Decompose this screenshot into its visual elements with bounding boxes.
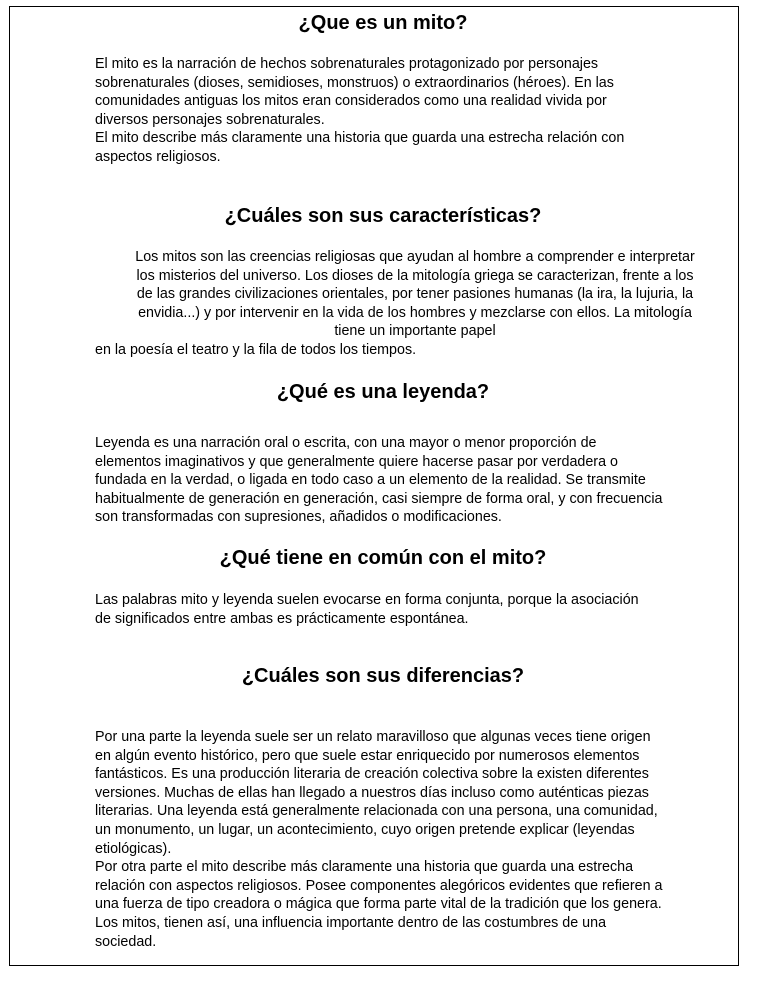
paragraph-caracteristicas: Los mitos son las creencias religiosas que ayudan al hombre a comprender e interpretar los misterios del universo. Los dioses de la mitología griega se caracterizan, frente a los de las grandes civilizaciones orientales, por tener pasiones humanas (la ira, la lujuria, la envidia...) y por intervenir en la vida de los hombres y mezclarse con ellos. La mitología tiene un importante papel <box>135 249 695 340</box>
heading-caracteristicas: ¿Cuáles son sus características? <box>224 205 542 227</box>
heading-en-comun-con-el-mito: ¿Qué tiene en común con el mito? <box>219 547 547 569</box>
heading-diferencias: ¿Cuáles son sus diferencias? <box>241 665 525 687</box>
paragraph-leyenda-definicion: Leyenda es una narración oral o escrita, con una mayor o menor proporción de elementos imaginativos y que generalmente quiere hacerse pasar por verdadera o fundada en la verdad, o ligada en todo caso a un elemento de la realidad. Se transmite habitualmente de generación en generación, casi siempre de forma oral, y con frecuencia son transformadas con supresiones, añadidos o modificaciones. <box>95 435 663 526</box>
heading-que-es-una-leyenda: ¿Qué es una leyenda? <box>276 381 490 403</box>
paragraph-en-comun: Las palabras mito y leyenda suelen evocarse en forma conjunta, porque la asociación de significados entre ambas es prácticamente espontánea. <box>95 592 639 627</box>
paragraph-caracteristicas-final: en la poesía el teatro y la fila de todos los tiempos. <box>95 342 417 358</box>
heading-que-es-un-mito: ¿Que es un mito? <box>298 12 468 34</box>
paragraph-diferencias: Por una parte la leyenda suele ser un relato maravilloso que algunas veces tiene origen en algún evento histórico, pero que suele estar enriquecido por numerosos elementos fantásticos. Es una producción literaria de creación colectiva sobre la existen diferentes versiones. Muchas de ellas han llegado a nuestros días incluso como auténticas piezas literarias. Una leyenda está generalmente relacionada con una persona, una comunidad, un monumento, un lugar, un acontecimiento, cuyo origen pretende explicar (leyendas etiológicas). Por otra parte el mito describe más claramente una historia que guarda una estrecha relación con aspectos religiosos. Posee componentes alegóricos evidentes que refieren a una fuerza de tipo creadora o mágica que forma parte vital de la tradición que los genera. Los mitos, tienen así, una influencia importante dentro de las costumbres de una sociedad. <box>95 729 663 950</box>
paragraph-mito-definicion: El mito es la narración de hechos sobrenaturales protagonizado por personajes sobrenaturales (dioses, semidioses, monstruos) o extraordinarios (héroes). En las comunidades antiguas los mitos eran considerados como una realidad vivida por diversos personajes sobrenaturales. El mito describe más claramente una historia que guarda una estrecha relación con aspectos religiosos. <box>95 56 625 165</box>
